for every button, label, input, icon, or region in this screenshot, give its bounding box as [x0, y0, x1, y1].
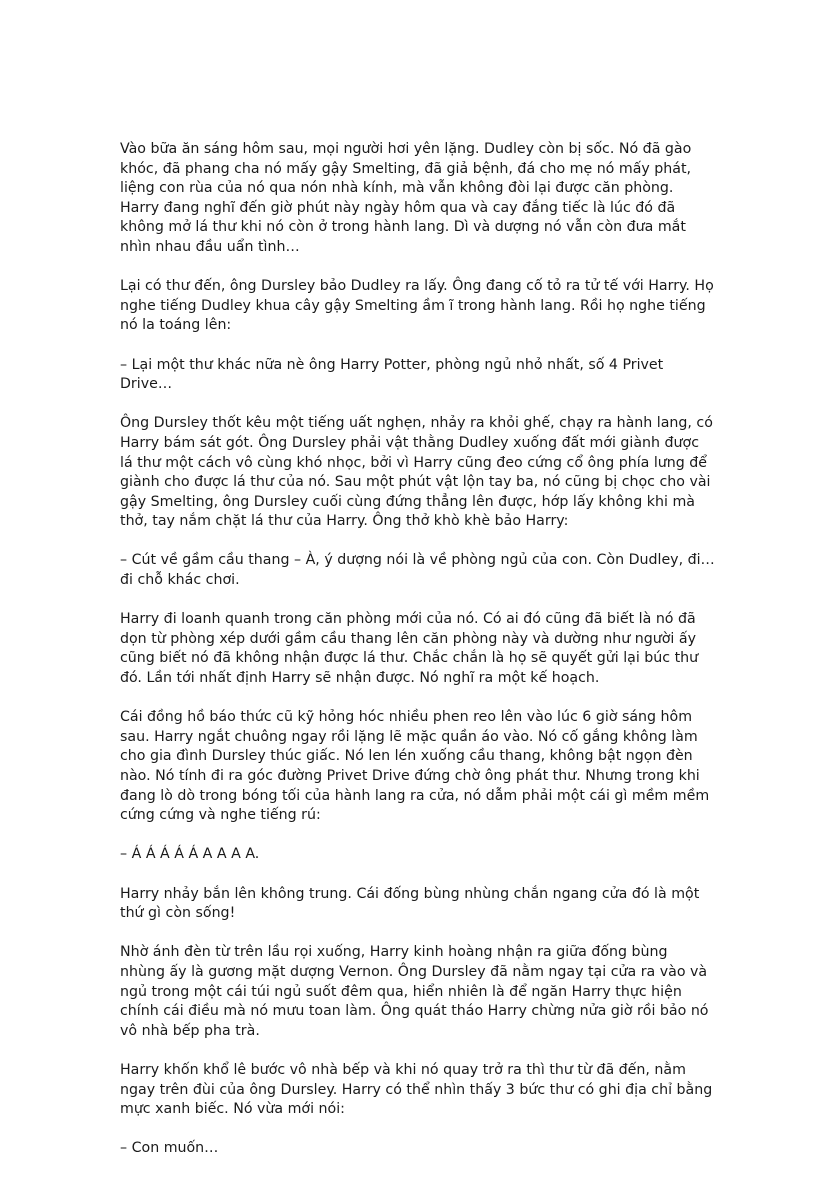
paragraph: Harry nhảy bắn lên không trung. Cái đống bùng nhùng chắn ngang cửa đó là một thứ gì còn sống! [120, 885, 700, 922]
paragraph: Vào bữa ăn sáng hôm sau, mọi người hơi yên lặng. Dudley còn bị sốc. Nó đã gào khóc, đã phang cha nó mấy gậy Smelting, đã giả bệnh, đá cho mẹ nó mấy phát, liệng con rùa của nó qua nón nhà kính, mà vẫn không đòi lại được căn phòng. Harry đang nghĩ đến giờ phút này ngày hôm qua và cay đắng tiếc là lúc đó đã không mở lá thư khi nó còn ở trong hành lang. Dì và dượng nó vẫn còn đưa mắt nhìn nhau đầu uẩn tình… [120, 141, 692, 255]
paragraph: Harry khốn khổ lê bước vô nhà bếp và khi nó quay trở ra thì thư từ đã đến, nằm ngay trên đùi của ông Dursley. Harry có thể nhìn thấy 3 bức thư có ghi địa chỉ bằng mực xanh biếc. Nó vừa mới nói: [120, 1061, 713, 1118]
paragraph: Cái đồng hồ báo thức cũ kỹ hỏng hóc nhiều phen reo lên vào lúc 6 giờ sáng hôm sau. Harry ngắt chuông ngay rồi lặng lẽ mặc quần áo vào. Nó cố gắng không làm cho gia đình Dursley thúc giấc. Nó len lén xuống cầu thang, không bật ngọn đèn nào. Nó tính đi ra góc đường Privet Drive đứng chờ ông phát thư. Nhưng trong khi đang lò dò trong bóng tối của hành lang ra cửa, nó dẫm phải một cái gì mềm mềm cứng cứng và nghe tiếng rú: [120, 709, 710, 824]
paragraph: Lại có thư đến, ông Dursley bảo Dudley ra lấy. Ông đang cố tỏ ra tử tế với Harry. Họ nghe tiếng Dudley khua cây gậy Smelting ầm ĩ trong hành lang. Rồi họ nghe tiếng nó la toáng lên: [120, 278, 714, 334]
paragraph: – Á Á Á Á Á A A A A. [120, 846, 260, 863]
paragraph: – Cút về gầm cầu thang – À, ý dượng nói là về phòng ngủ của con. Còn Dudley, đi… đi chỗ khác chơi. [120, 552, 715, 589]
paragraph: – Lại một thư khác nữa nè ông Harry Potter, phòng ngủ nhỏ nhất, số 4 Privet Drive… [120, 356, 664, 393]
paragraph: Ông Dursley thốt kêu một tiếng uất nghẹn, nhảy ra khỏi ghế, chạy ra hành lang, có Harry bám sát gót. Ông Dursley phải vật thằng Dudley xuống đất mới giành được lá thư một cách vô cùng khó nhọc, bởi vì Harry cũng đeo cứng cổ ông phía lưng để giành cho được lá thư của nó. Sau một phút vật lộn tay ba, nó cũng bị chọc cho vài gậy Smelting, ông Dursley cuối cùng đứng thẳng lên được, hớp lấy không khi mà thở, tay nắm chặt lá thư của Harry. Ông thở khò khè bảo Harry: [120, 415, 713, 530]
paragraph: – Con muốn… [120, 1140, 219, 1157]
document-page [120, 140, 716, 1178]
paragraph: Nhờ ánh đèn từ trên lầu rọi xuống, Harry kinh hoàng nhận ra giữa đống bùng nhùng ấy là gương mặt dượng Vernon. Ông Dursley đã nằm ngay tại cửa ra vào và ngủ trong một cái túi ngủ suốt đêm qua, hiển nhiên là để ngăn Harry thực hiện chính cái điều mà nó mưu toan làm. Ông quát tháo Harry chừng nửa giờ rồi bảo nó vô nhà bếp pha trà. [120, 944, 709, 1039]
paragraph: Harry đi loanh quanh trong căn phòng mới của nó. Có ai đó cũng đã biết là nó đã dọn từ phòng xép dưới gầm cầu thang lên căn phòng này và dường như người ấy cũng biết nó đã không nhận được lá thư. Chắc chắn là họ sẽ quyết gửi lại búc thư đó. Lần tới nhất định Harry sẽ nhận được. Nó nghĩ ra một kế hoạch. [120, 611, 699, 687]
